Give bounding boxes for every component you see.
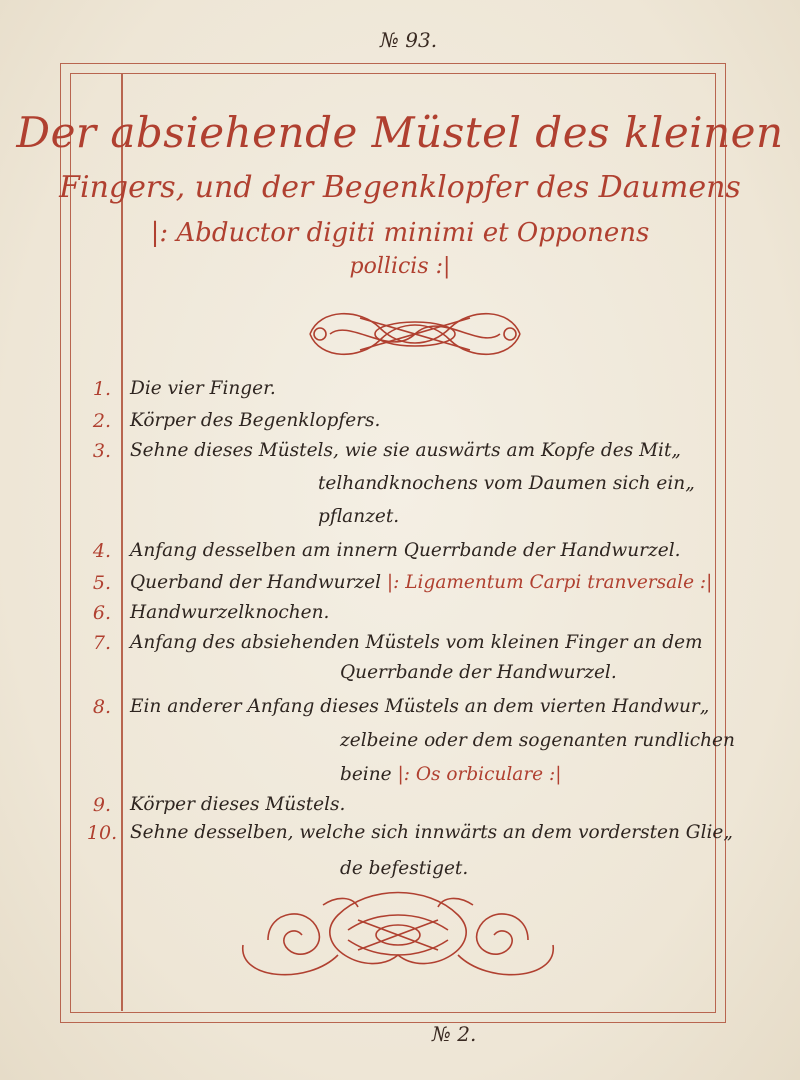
entry-text: Ein anderer Anfang dieses Müstels an dem vierten Handwur„ <box>130 696 710 717</box>
latin-term: |: Os orbiculare :| <box>397 764 562 785</box>
entry-number: 3. <box>92 440 112 462</box>
entry-text: Sehne dieses Müstels, wie sie auswärts am Kopfe des Mit„ <box>130 440 681 461</box>
entry-number: 7. <box>92 632 112 654</box>
latin-term: |: Ligamentum Carpi tranversale :| <box>386 572 713 593</box>
entry-text-main: Querband der Handwurzel <box>130 572 382 593</box>
page-number-top: № 93. <box>380 28 438 52</box>
entry-text: Körper dieses Müstels. <box>130 794 346 815</box>
entry-text: Sehne desselben, welche sich innwärts an dem vordersten Glie„ <box>130 822 733 843</box>
entry-text: Anfang desselben am innern Querrbande der Handwurzel. <box>130 540 681 561</box>
entry-text: pflanzet. <box>318 506 400 527</box>
entry-number: 5. <box>92 572 112 594</box>
flourish-ornament-bottom <box>228 885 568 990</box>
entry-number: 4. <box>92 540 112 562</box>
entry-text: Körper des Begenklopfers. <box>130 410 381 431</box>
entry-number: 1. <box>92 378 112 400</box>
entry-text: telhandknochens vom Daumen sich ein„ <box>318 473 695 494</box>
entry-number: 9. <box>92 794 112 816</box>
entry-number: 2. <box>92 410 112 432</box>
entry-text: de befestiget. <box>340 858 469 879</box>
entry-number: 8. <box>92 696 112 718</box>
title-line-3: |: Abductor digiti minimi et Opponens <box>150 218 650 248</box>
flourish-ornament-top <box>300 298 530 370</box>
entry-text: Anfang des absiehenden Müstels vom kleinen Finger an dem <box>130 632 703 653</box>
entry-number: 10. <box>86 822 118 844</box>
entry-text <box>130 572 712 594</box>
entry-text: Handwurzelknochen. <box>130 602 330 623</box>
entry-text <box>340 764 561 786</box>
entry-text: zelbeine oder dem sogenanten rundlichen <box>340 730 735 751</box>
entry-number: 6. <box>92 602 112 624</box>
title-line-2: Fingers, und der Begenklopfer des Daumens <box>59 170 741 205</box>
page-number-bottom: № 2. <box>432 1022 477 1046</box>
title-line-4: pollicis :| <box>349 254 451 279</box>
entry-text-main: beine <box>340 764 392 785</box>
title-line-1: Der absiehende Müstel des kleinen <box>16 108 784 157</box>
entry-text: Die vier Finger. <box>130 378 276 399</box>
entry-text: Querrbande der Handwurzel. <box>340 662 617 683</box>
